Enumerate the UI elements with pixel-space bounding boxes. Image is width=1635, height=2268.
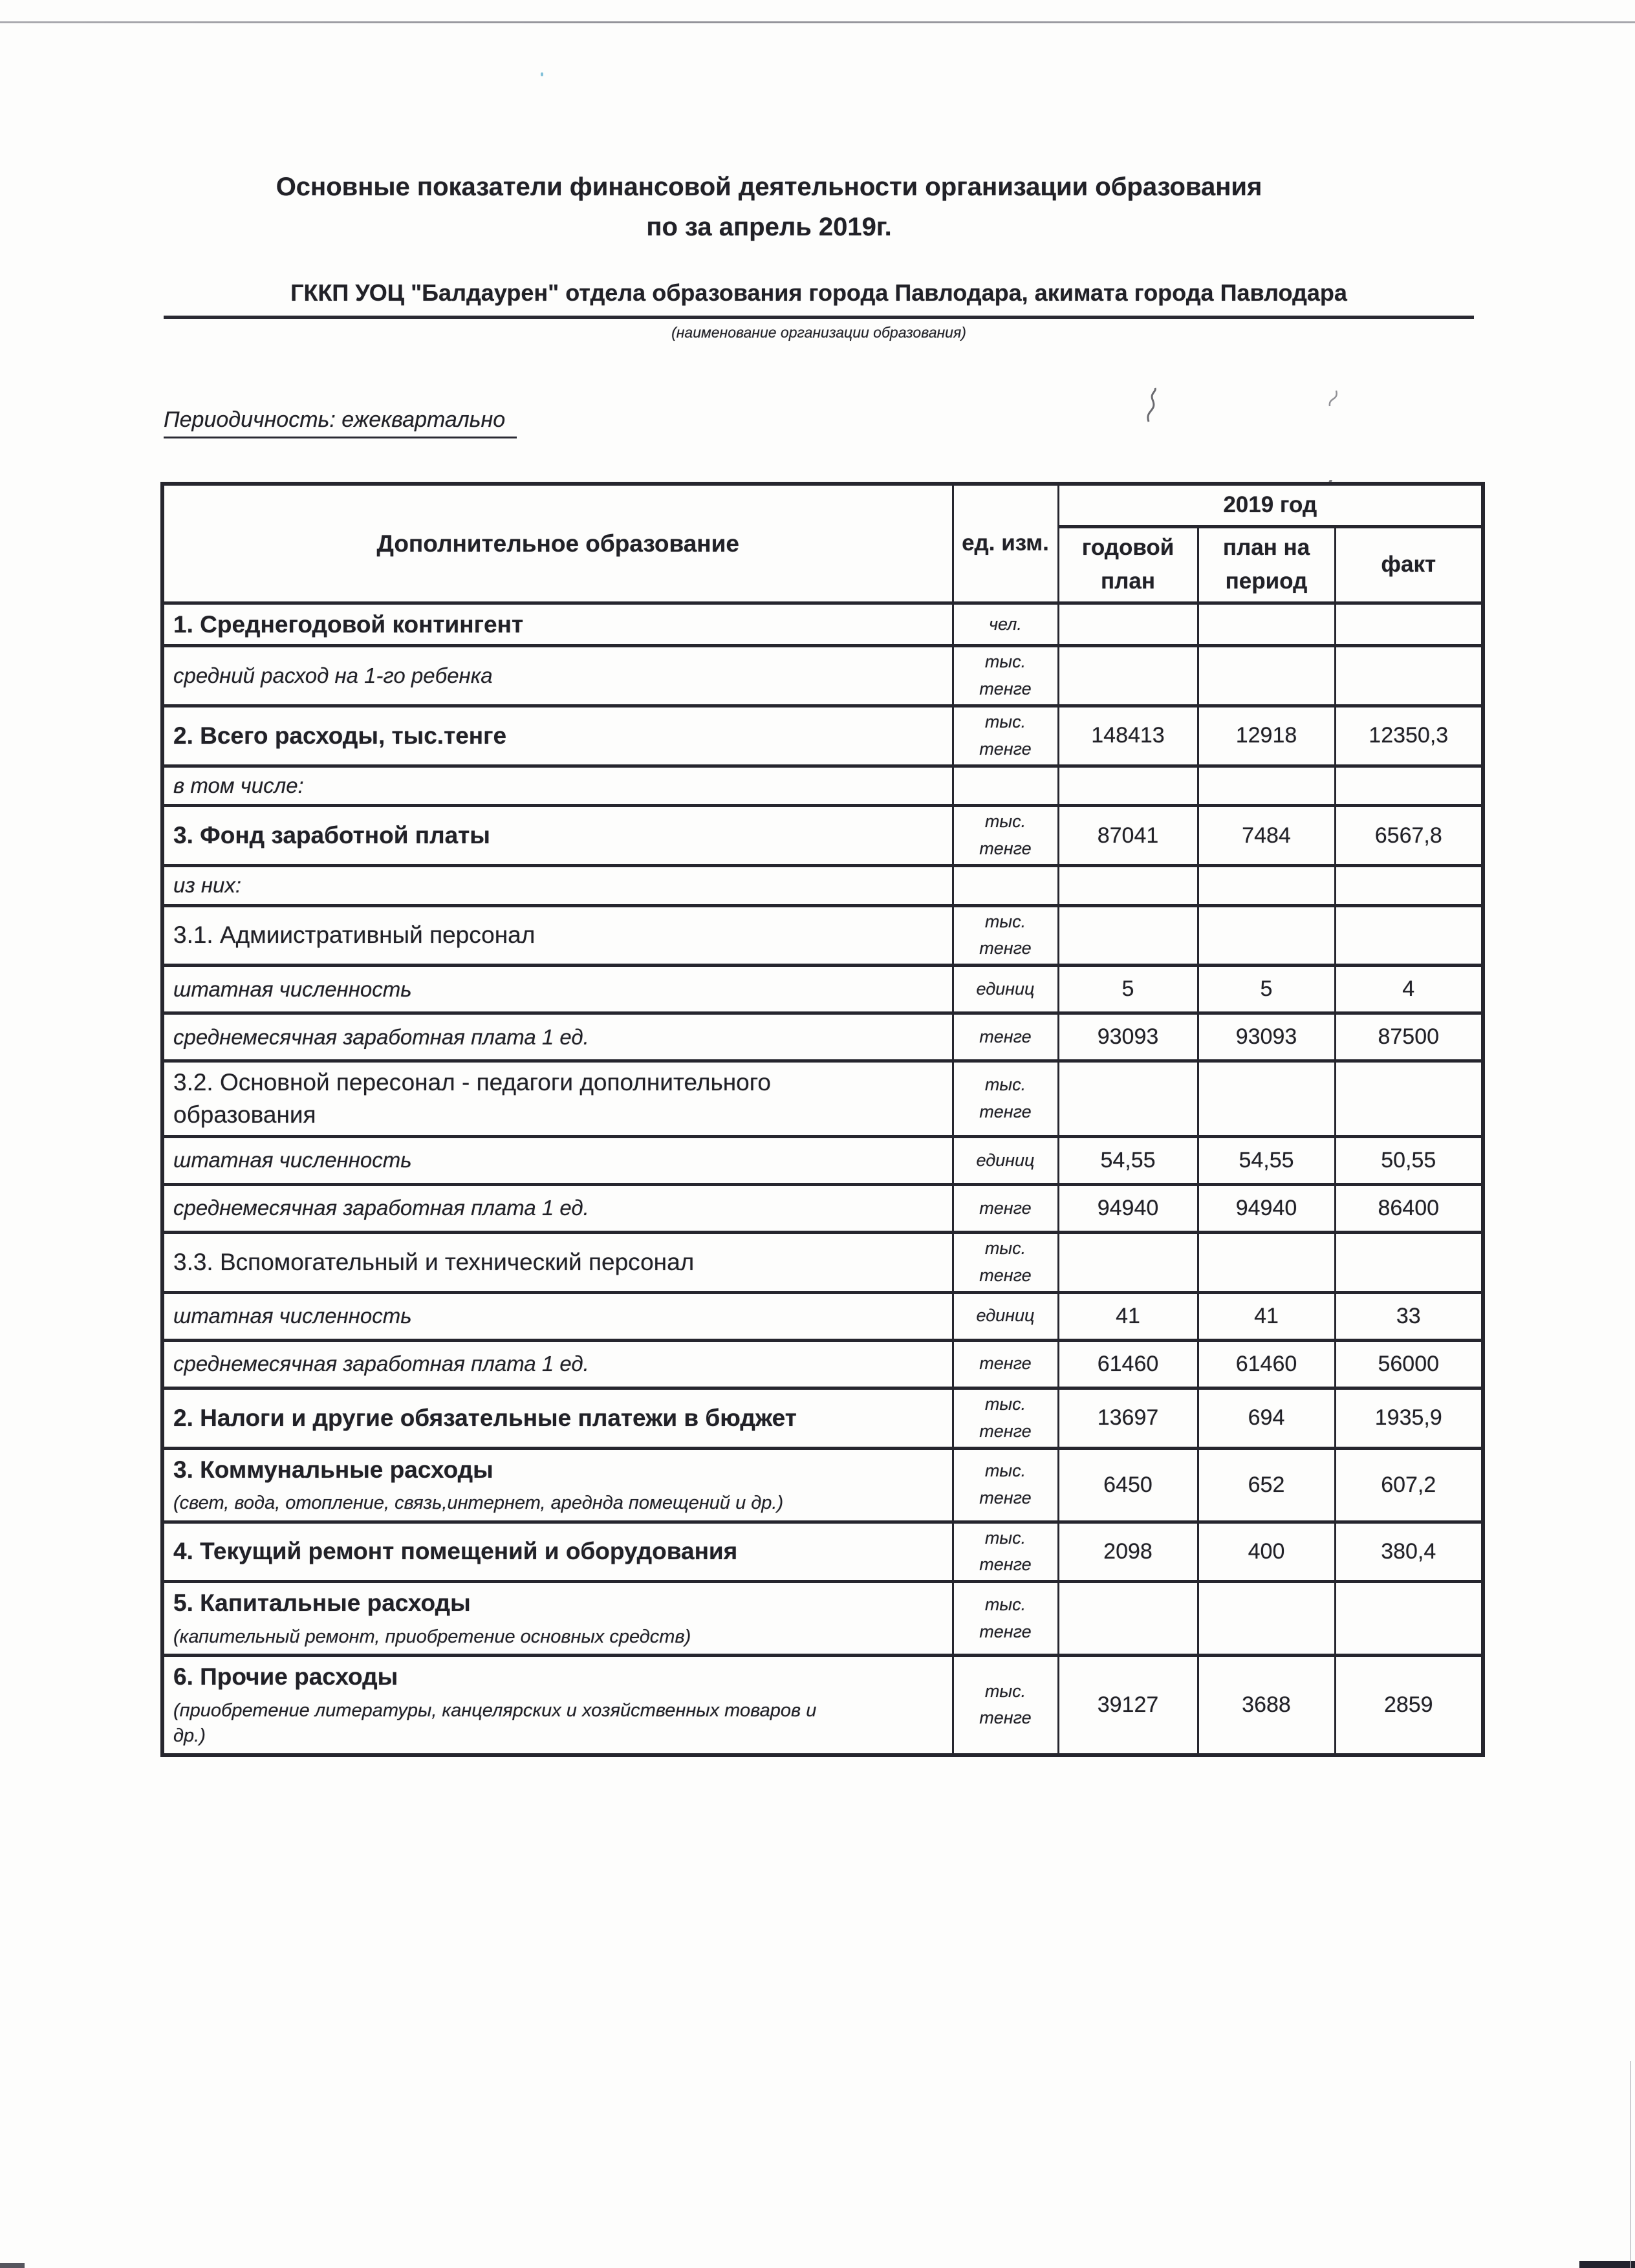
cell-annual: 94940 bbox=[1058, 1185, 1198, 1233]
cell-period bbox=[1198, 766, 1335, 806]
cell-period: 694 bbox=[1198, 1388, 1335, 1448]
cell-period bbox=[1198, 1233, 1335, 1293]
cell-fact: 4 bbox=[1335, 966, 1483, 1013]
organization-name: ГККП УОЦ "Балдаурен" отдела образования города Павлодара, акимата города Павлодара bbox=[164, 279, 1474, 319]
cell-period: 93093 bbox=[1198, 1013, 1335, 1061]
cell-fact bbox=[1335, 766, 1483, 806]
document-title-line2: по за апрель 2019г. bbox=[646, 213, 892, 241]
row-label: 3. Коммунальные расходы (свет, вода, отопление, связь,интернет, ареднда помещений и др.) bbox=[162, 1448, 953, 1522]
row-label: из них: bbox=[162, 866, 953, 906]
row-unit: тыс. тенге bbox=[953, 1388, 1058, 1448]
table-row bbox=[162, 1522, 1483, 1582]
organization-block bbox=[164, 279, 1474, 341]
cell-annual: 54,55 bbox=[1058, 1137, 1198, 1185]
cell-period bbox=[1198, 646, 1335, 706]
cell-fact bbox=[1335, 905, 1483, 966]
row-unit: единиц bbox=[953, 1137, 1058, 1185]
row-label: 4. Текущий ремонт помещений и оборудования bbox=[162, 1522, 953, 1582]
table-row bbox=[162, 1388, 1483, 1448]
document-title-line1: Основные показатели финансовой деятельности организации образования bbox=[276, 173, 1262, 201]
cell-fact bbox=[1335, 866, 1483, 906]
table-row bbox=[162, 1582, 1483, 1656]
cell-annual: 148413 bbox=[1058, 706, 1198, 766]
scan-speck bbox=[541, 72, 543, 76]
cell-annual: 2098 bbox=[1058, 1522, 1198, 1582]
cell-fact bbox=[1335, 603, 1483, 646]
scan-edge-line bbox=[0, 21, 1635, 23]
cell-fact: 6567,8 bbox=[1335, 806, 1483, 866]
row-unit: тенге bbox=[953, 1013, 1058, 1061]
table-row bbox=[162, 806, 1483, 866]
cell-fact: 56000 bbox=[1335, 1340, 1483, 1388]
cell-period: 7484 bbox=[1198, 806, 1335, 866]
row-label: 3.2. Основной пересонал - педагоги дополнительного образования bbox=[162, 1061, 953, 1137]
cell-period bbox=[1198, 866, 1335, 906]
row-unit: тыс. тенге bbox=[953, 905, 1058, 966]
cell-period: 94940 bbox=[1198, 1185, 1335, 1233]
row-sublabel: (приобретение литературы, канцелярских и хозяйственных товаров и др.) bbox=[173, 1700, 817, 1747]
row-label: 2. Всего расходы, тыс.тенге bbox=[162, 706, 953, 766]
row-label: средний расход на 1-го ребенка bbox=[162, 646, 953, 706]
cell-fact: 86400 bbox=[1335, 1185, 1483, 1233]
row-label: штатная численность bbox=[162, 1137, 953, 1185]
row-sublabel: (капительный ремонт, приобретение основных средств) bbox=[173, 1626, 691, 1648]
cell-annual: 39127 bbox=[1058, 1656, 1198, 1755]
cell-period: 652 bbox=[1198, 1448, 1335, 1522]
cell-period: 400 bbox=[1198, 1522, 1335, 1582]
cell-fact: 33 bbox=[1335, 1292, 1483, 1340]
cell-fact bbox=[1335, 1582, 1483, 1656]
cell-period: 12918 bbox=[1198, 706, 1335, 766]
cell-annual bbox=[1058, 766, 1198, 806]
table-row bbox=[162, 966, 1483, 1013]
table-row bbox=[162, 1448, 1483, 1522]
cell-fact: 607,2 bbox=[1335, 1448, 1483, 1522]
cell-period bbox=[1198, 1582, 1335, 1656]
row-unit: тыс. тенге bbox=[953, 1448, 1058, 1522]
table-row bbox=[162, 1656, 1483, 1755]
table-row bbox=[162, 1061, 1483, 1137]
table-row bbox=[162, 1233, 1483, 1293]
column-header-annual-plan: годовой план bbox=[1058, 526, 1198, 603]
scan-corner-nub bbox=[0, 2263, 25, 2268]
table-row bbox=[162, 1340, 1483, 1388]
cell-annual: 5 bbox=[1058, 966, 1198, 1013]
table-row bbox=[162, 905, 1483, 966]
pen-mark-artifact bbox=[1327, 388, 1344, 409]
periodicity-label: Периодичность: ежеквартально bbox=[164, 407, 517, 438]
cell-annual: 6450 bbox=[1058, 1448, 1198, 1522]
cell-fact: 12350,3 bbox=[1335, 706, 1483, 766]
cell-annual: 61460 bbox=[1058, 1340, 1198, 1388]
table-row bbox=[162, 603, 1483, 646]
cell-period: 3688 bbox=[1198, 1656, 1335, 1755]
row-label: 3.1. Адмиистративный персонал bbox=[162, 905, 953, 966]
pen-mark-artifact bbox=[1143, 387, 1167, 424]
column-header-unit: ед. изм. bbox=[953, 484, 1058, 603]
cell-annual bbox=[1058, 905, 1198, 966]
table-row bbox=[162, 766, 1483, 806]
row-label: 3. Фонд заработной платы bbox=[162, 806, 953, 866]
scan-edge-line-right bbox=[1630, 2061, 1631, 2268]
cell-period: 54,55 bbox=[1198, 1137, 1335, 1185]
row-label: в том числе: bbox=[162, 766, 953, 806]
table-row bbox=[162, 1137, 1483, 1185]
cell-annual bbox=[1058, 1233, 1198, 1293]
table-row bbox=[162, 1292, 1483, 1340]
row-unit bbox=[953, 866, 1058, 906]
row-label: среднемесячная заработная плата 1 ед. bbox=[162, 1185, 953, 1233]
cell-fact: 1935,9 bbox=[1335, 1388, 1483, 1448]
cell-annual: 93093 bbox=[1058, 1013, 1198, 1061]
scan-corner-bar bbox=[1579, 2261, 1635, 2268]
row-unit: единиц bbox=[953, 1292, 1058, 1340]
cell-annual: 41 bbox=[1058, 1292, 1198, 1340]
row-sublabel: (свет, вода, отопление, связь,интернет, ареднда помещений и др.) bbox=[173, 1493, 784, 1514]
cell-period: 41 bbox=[1198, 1292, 1335, 1340]
row-label: 6. Прочие расходы (приобретение литературы, канцелярских и хозяйственных товаров и др.) bbox=[162, 1656, 953, 1755]
cell-annual bbox=[1058, 603, 1198, 646]
row-unit: единиц bbox=[953, 966, 1058, 1013]
row-label: штатная численность bbox=[162, 966, 953, 1013]
financial-table bbox=[160, 482, 1485, 1757]
row-unit: тыс. тенге bbox=[953, 1582, 1058, 1656]
cell-fact: 2859 bbox=[1335, 1656, 1483, 1755]
organization-caption: (наименование организации образования) bbox=[671, 324, 966, 341]
row-label: среднемесячная заработная плата 1 ед. bbox=[162, 1340, 953, 1388]
row-unit: тыс. тенге bbox=[953, 706, 1058, 766]
row-unit: тыс. тенге bbox=[953, 1656, 1058, 1755]
cell-period: 5 bbox=[1198, 966, 1335, 1013]
column-header-category: Дополнительное образование bbox=[162, 484, 953, 603]
row-label: 3.3. Вспомогательный и технический персонал bbox=[162, 1233, 953, 1293]
cell-annual: 13697 bbox=[1058, 1388, 1198, 1448]
cell-period: 61460 bbox=[1198, 1340, 1335, 1388]
cell-period bbox=[1198, 603, 1335, 646]
row-label: среднемесячная заработная плата 1 ед. bbox=[162, 1013, 953, 1061]
column-header-period-plan: план на период bbox=[1198, 526, 1335, 603]
document-title bbox=[0, 167, 1586, 247]
cell-fact: 87500 bbox=[1335, 1013, 1483, 1061]
row-label: штатная численность bbox=[162, 1292, 953, 1340]
table-row bbox=[162, 646, 1483, 706]
row-label: 1. Среднегодовой контингент bbox=[162, 603, 953, 646]
row-unit: тенге bbox=[953, 1185, 1058, 1233]
table-row bbox=[162, 706, 1483, 766]
cell-fact bbox=[1335, 646, 1483, 706]
cell-fact: 380,4 bbox=[1335, 1522, 1483, 1582]
row-unit: тыс. тенге bbox=[953, 1233, 1058, 1293]
column-header-year-group: 2019 год bbox=[1058, 484, 1483, 526]
row-label: 5. Капитальные расходы (капительный ремонт, приобретение основных средств) bbox=[162, 1582, 953, 1656]
cell-fact bbox=[1335, 1233, 1483, 1293]
cell-fact bbox=[1335, 1061, 1483, 1137]
row-unit: тыс. тенге bbox=[953, 806, 1058, 866]
table-row bbox=[162, 866, 1483, 906]
column-header-fact: факт bbox=[1335, 526, 1483, 603]
row-unit: чел. bbox=[953, 603, 1058, 646]
row-unit bbox=[953, 766, 1058, 806]
cell-fact: 50,55 bbox=[1335, 1137, 1483, 1185]
table-row bbox=[162, 1185, 1483, 1233]
cell-period bbox=[1198, 905, 1335, 966]
cell-period bbox=[1198, 1061, 1335, 1137]
cell-annual bbox=[1058, 1582, 1198, 1656]
row-label: 2. Налоги и другие обязательные платежи в бюджет bbox=[162, 1388, 953, 1448]
row-unit: тыс. тенге bbox=[953, 646, 1058, 706]
table-row bbox=[162, 1013, 1483, 1061]
row-unit: тыс. тенге bbox=[953, 1522, 1058, 1582]
row-unit: тенге bbox=[953, 1340, 1058, 1388]
cell-annual: 87041 bbox=[1058, 806, 1198, 866]
cell-annual bbox=[1058, 866, 1198, 906]
cell-annual bbox=[1058, 646, 1198, 706]
row-unit: тыс. тенге bbox=[953, 1061, 1058, 1137]
cell-annual bbox=[1058, 1061, 1198, 1137]
